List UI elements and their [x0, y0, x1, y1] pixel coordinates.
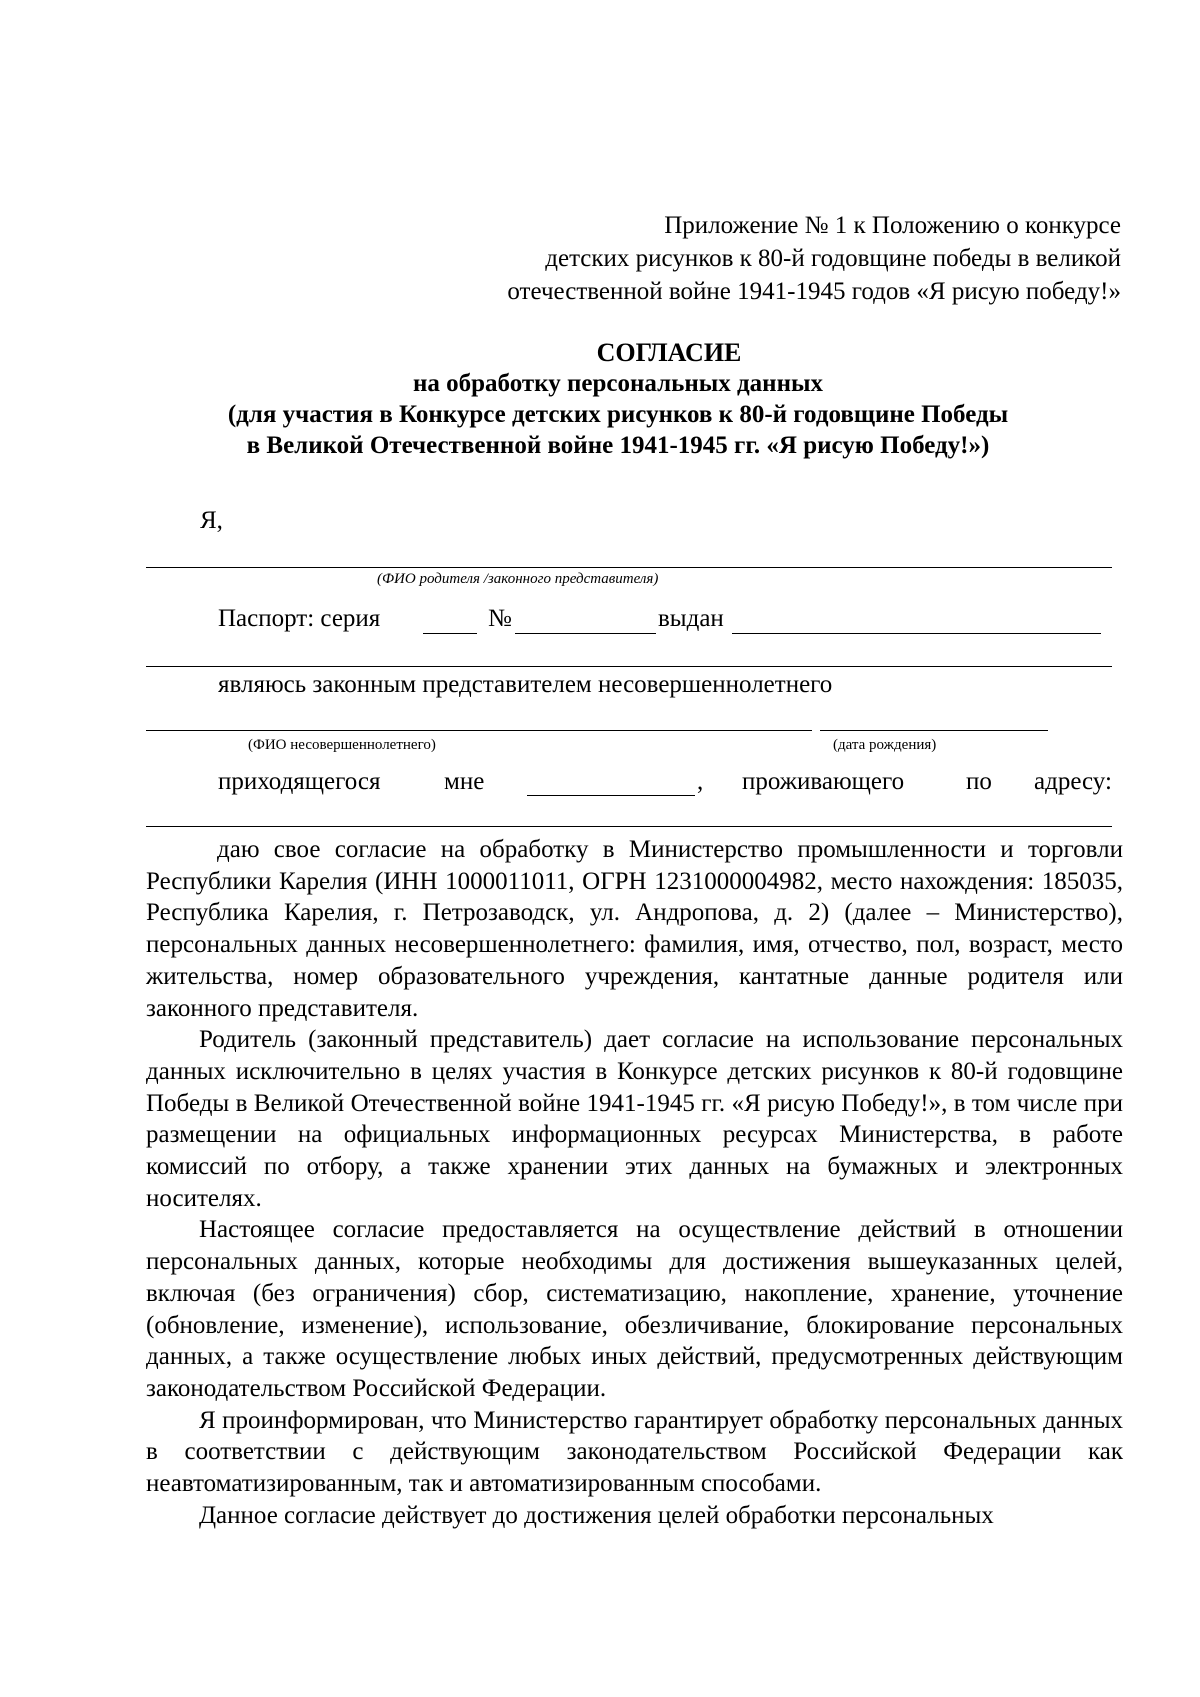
paragraph-5: Данное согласие действует до достижения целей обработки персональных: [199, 1501, 994, 1529]
consent-body: [146, 834, 1123, 1531]
residing-word-1: проживающего: [742, 768, 905, 795]
parent-name-caption: (ФИО родителя /законного представителя): [377, 571, 659, 587]
title-line-2: на обработку персональных данных: [413, 370, 823, 397]
relation-word-1: приходящегося: [218, 768, 381, 795]
title-line-3: (для участия в Конкурсе детских рисунков к 80-й годовщине Победы: [227, 401, 1009, 428]
birthdate-line[interactable]: [820, 730, 1048, 731]
passport-number-line[interactable]: [515, 633, 656, 634]
relation-comma: ,: [697, 768, 704, 795]
paragraph-4: Я проинформирован, что Министерство гарантирует обработку персональных данных в соответствии с действующим законодательством Российской Федерации как неавтоматизированным, так и автоматизированным способами.: [146, 1406, 1123, 1498]
passport-number-label: №: [488, 605, 512, 632]
i-label: Я,: [200, 507, 223, 534]
passport-series-line[interactable]: [423, 633, 477, 634]
relation-word-2: мне: [444, 768, 485, 795]
relation-line[interactable]: [527, 795, 695, 796]
passport-issued-line-2[interactable]: [146, 666, 1112, 667]
minor-name-line[interactable]: [146, 730, 812, 731]
residing-word-2: по: [966, 768, 992, 795]
appendix-line-1: Приложение № 1 к Положению о конкурсе: [664, 212, 1121, 239]
appendix-line-2: детских рисунков к 80-й годовщине победы в великой: [545, 245, 1121, 272]
birthdate-caption: (дата рождения): [833, 737, 937, 753]
passport-issued-label: выдан: [658, 605, 724, 632]
minor-name-caption: (ФИО несовершеннолетнего): [248, 737, 436, 753]
parent-name-line[interactable]: [146, 567, 1112, 568]
passport-issued-line[interactable]: [732, 633, 1101, 634]
address-line[interactable]: [146, 826, 1112, 827]
title-line-1: СОГЛАСИЕ: [596, 338, 742, 367]
appendix-line-3: отечественной войне 1941-1945 годов «Я рисую победу!»: [507, 278, 1121, 305]
appendix-header: [507, 209, 1121, 308]
paragraph-3: Настоящее согласие предоставляется на осуществление действий в отношении персональных данных, которые необходимы для достижения вышеуказанных целей, включая (без ограничения) сбор, систематизацию, накопление, хранение, уточнение (обновление, изменение), использование, обезличивание, блокирование персональных данных, а также осуществление любых иных действий, предусмотренных действующим законодательством Российской Федерации.: [146, 1216, 1123, 1402]
passport-label: Паспорт: серия: [218, 605, 381, 632]
document-title: [0, 337, 1200, 461]
title-line-4: в Великой Отечественной войне 1941-1945 гг. «Я рисую Победу!»): [246, 432, 990, 459]
representative-text: являюсь законным представителем несовершеннолетнего: [218, 671, 833, 698]
residing-word-3: адресу:: [1034, 768, 1112, 795]
paragraph-2: Родитель (законный представитель) дает согласие на использование персональных данных исключительно в целях участия в Конкурсе детских рисунков к 80-й годовщине Победы в Великой Отечественной войне 1941-1945 гг. «Я рисую Победу!», в том числе при размещении на официальных информационных ресурсах Министерства, в работе комиссий по отбору, а также хранении этих данных на бумажных и электронных носителях.: [146, 1026, 1123, 1212]
paragraph-1: даю свое согласие на обработку в Министерство промышленности и торговли Республики Карелия (ИНН 1000011011, ОГРН 1231000004982, место нахождения: 185035, Республика Карелия, г. Петрозаводск, ул. Андропова, д. 2) (далее – Министерство), персональных данных несовершеннолетнего: фамилия, имя, отчество, пол, возраст, место жительства, номер образовательного учреждения, кантатные данные родителя или законного представителя.: [146, 836, 1123, 1022]
